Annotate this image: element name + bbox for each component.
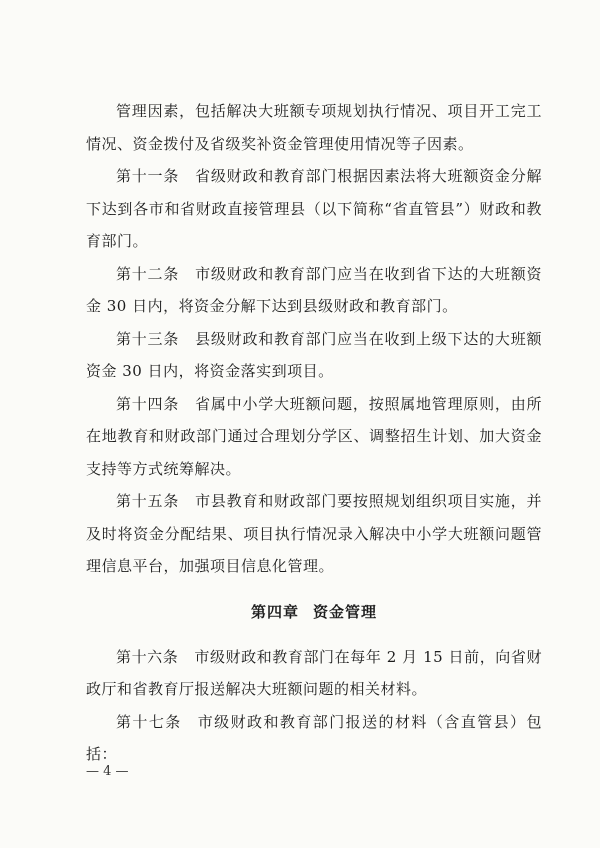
paragraph-continuation: [86, 95, 542, 160]
article-number: 第十四条: [116, 394, 180, 413]
article-11: [86, 160, 542, 258]
article-13: [86, 323, 542, 388]
chapter-title: 资金管理: [313, 602, 378, 621]
article-text: 市级财政和教育部门报送的材料（含直管县）包括：: [86, 712, 542, 763]
chapter-heading: [86, 583, 542, 641]
article-number: 第十六条: [116, 647, 179, 666]
article-14: [86, 388, 542, 486]
article-text: 市县教育和财政部门要按照规划组织项目实施，并及时将资金分配结果、项目执行情况录入解决中小学大班额问题管理信息平台，加强项目信息化管理。: [86, 492, 542, 575]
page-number: — 4 —: [86, 764, 129, 779]
page-body: [86, 95, 542, 771]
article-number: 第十三条: [116, 329, 180, 348]
chapter-number: 第四章: [250, 602, 299, 621]
article-number: 第十五条: [116, 492, 180, 510]
article-text: 市级财政和教育部门在每年 2 月 15 日前，向省财政厅和省教育厅报送解决大班额问题的相关材料。: [86, 647, 542, 698]
article-text: 市级财政和教育部门应当在收到省下达的大班额资金 30 日内，将资金分解下达到县级财政和教育部门。: [86, 264, 542, 315]
article-15: [86, 485, 542, 583]
article-number: 第十七条: [116, 712, 182, 731]
article-number: 第十二条: [116, 264, 180, 283]
article-text: 县级财政和教育部门应当在收到上级下达的大班额资金 30 日内，将资金落实到项目。: [86, 329, 542, 380]
article-12: [86, 258, 542, 323]
article-16: [86, 641, 542, 706]
article-text: 省级财政和教育部门根据因素法将大班额资金分解下达到各市和省财政直接管理县（以下简称“省直管县”）财政和教育部门。: [86, 167, 542, 250]
article-17: [86, 706, 542, 771]
article-number: 第十一条: [116, 167, 180, 185]
paragraph-text: 管理因素，包括解决大班额专项规划执行情况、项目开工完工情况、资金拨付及省级奖补资金管理使用情况等子因素。: [86, 102, 542, 153]
article-text: 省属中小学大班额问题，按照属地管理原则，由所在地教育和财政部门通过合理划分学区、调整招生计划、加大资金支持等方式统筹解决。: [86, 394, 542, 478]
